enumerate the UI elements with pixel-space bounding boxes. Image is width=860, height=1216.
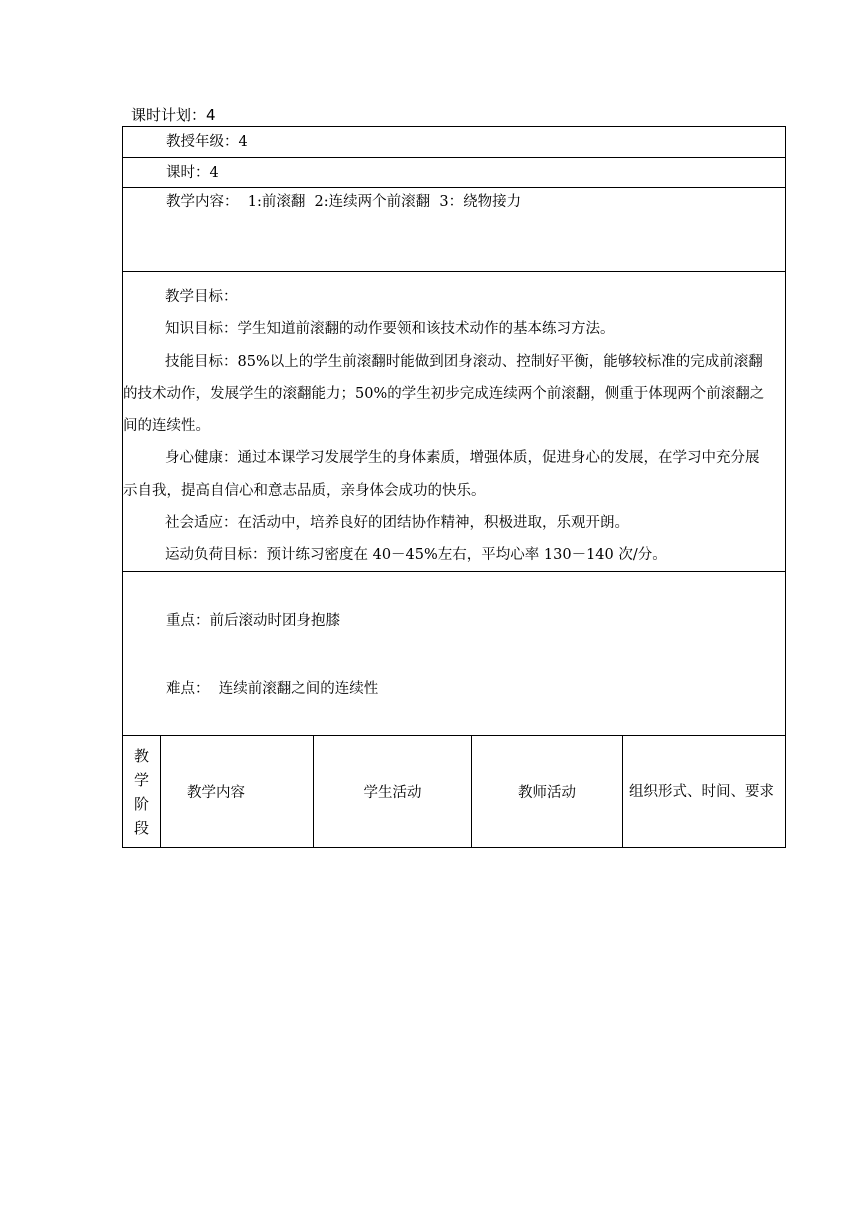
lesson-plan-table [122,126,786,848]
keypoints-row [123,572,785,736]
skill-goal: 技能目标：85%以上的学生前滚翻时能做到团身滚动、控制好平衡，能够较标准的完成前滚翻的技术动作，发展学生的滚翻能力；50%的学生初步完成连续两个前滚翻，侧重于体现两个前滚翻之间的连续性。 [123,353,765,435]
teacher-header-cell [471,736,622,847]
organization-header: 组织形式、时间、要求 [629,783,774,800]
content-header-cell [160,736,313,847]
stage-char: 学 [133,770,149,789]
stage-char: 教 [133,746,149,765]
knowledge-goal: 知识目标：学生知道前滚翻的动作要领和该技术动作的基本练习方法。 [165,321,615,338]
stage-char: 段 [133,818,149,837]
key-point: 重点：前后滚动时团身抱膝 [166,613,340,629]
hours-row [123,158,785,188]
organization-header-cell [622,736,785,847]
content-text: 教学内容： 1:前滚翻 2:连续两个前滚翻 3：绕物接力 [166,194,522,210]
load-goal: 运动负荷目标：预计练习密度在 40－45%左右，平均心率 130－140 次/分。 [165,547,667,564]
content-row [123,188,785,272]
teacher-header: 教师活动 [518,785,576,801]
page-header: 课时计划：4 [131,106,216,124]
stage-char: 阶 [133,794,149,813]
student-header-cell [313,736,471,847]
grade-row [123,127,785,158]
grade-text: 教授年级：4 [166,134,248,150]
stage-header-row [123,736,785,847]
difficult-point: 难点： 连续前滚翻之间的连续性 [166,681,379,697]
student-header: 学生活动 [363,785,422,801]
content-header: 教学内容 [187,785,245,801]
health-goal: 身心健康：通过本课学习发展学生的身体素质，增强体质，促进身心的发展，在学习中充分展示自我，提高自信心和意志品质，亲身体会成功的快乐。 [123,450,760,499]
social-goal: 社会适应：在活动中，培养良好的团结协作精神，积极进取，乐观开朗。 [165,515,629,532]
hours-text: 课时：4 [166,165,219,181]
goals-heading: 教学目标： [165,289,238,305]
stage-header-cell [123,736,160,847]
goals-row [123,272,785,572]
